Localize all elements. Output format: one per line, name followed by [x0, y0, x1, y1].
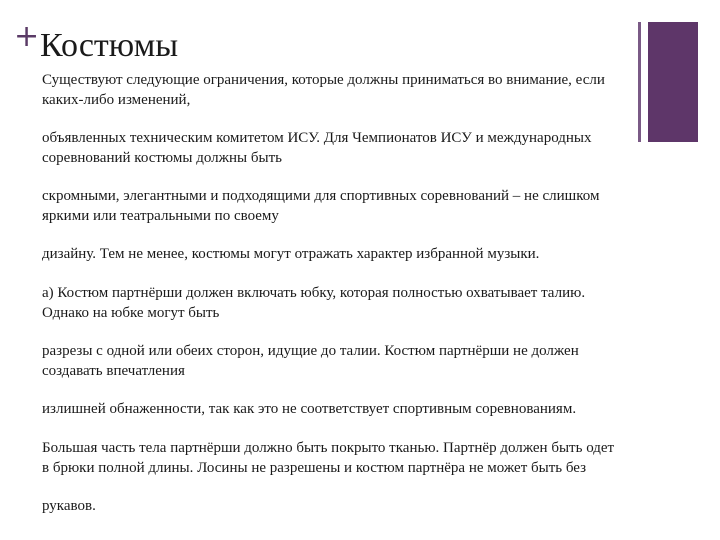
- paragraph-3: [42, 186, 599, 226]
- paragraph-9: [42, 496, 96, 516]
- paragraph-line: скромными, элегантными и подходящими для спортивных соревнований – не слишком: [42, 188, 600, 204]
- paragraph-line: излишней обнаженности, так как это не соответствует спортивным соревнованиям.: [42, 401, 577, 417]
- paragraph-line: разрезы с одной или обеих сторон, идущие до талии. Костюм партнёрши не должен: [42, 343, 579, 359]
- paragraph-line: Большая часть тела партнёрши должно быть покрыто тканью. Партнёр должен быть одет: [42, 440, 615, 456]
- paragraph-line: каких-либо изменений,: [42, 92, 191, 108]
- accent-bar-thin: [638, 22, 641, 142]
- paragraph-line: создавать впечатления: [42, 363, 185, 379]
- paragraph-1: [42, 70, 605, 110]
- paragraph-2: [42, 128, 592, 168]
- paragraph-line: объявленных техническим комитетом ИСУ. Для Чемпионатов ИСУ и международных: [42, 130, 592, 146]
- paragraph-line: рукавов.: [42, 498, 96, 514]
- paragraph-line: а) Костюм партнёрши должен включать юбку, которая полностью охватывает талию.: [42, 285, 586, 301]
- paragraph-line: соревнований костюмы должны быть: [42, 150, 282, 166]
- paragraph-line: дизайну. Тем не менее, костюмы могут отражать характер избранной музыки.: [42, 246, 540, 262]
- paragraph-8: [42, 438, 614, 478]
- paragraph-line: Существуют следующие ограничения, которые должны приниматься во внимание, если: [42, 72, 605, 88]
- paragraph-line: в брюки полной длины. Лосины не разрешены и костюм партнёра не может быть без: [42, 460, 587, 476]
- paragraph-line: яркими или театральными по своему: [42, 208, 279, 224]
- paragraph-line: Однако на юбке могут быть: [42, 305, 220, 321]
- accent-bar: [648, 22, 698, 142]
- page-title: Костюмы: [40, 27, 179, 64]
- paragraph-4: [42, 244, 539, 264]
- paragraph-6: [42, 341, 579, 381]
- paragraph-7: [42, 399, 576, 419]
- plus-icon: +: [14, 19, 40, 54]
- paragraph-5: [42, 283, 585, 323]
